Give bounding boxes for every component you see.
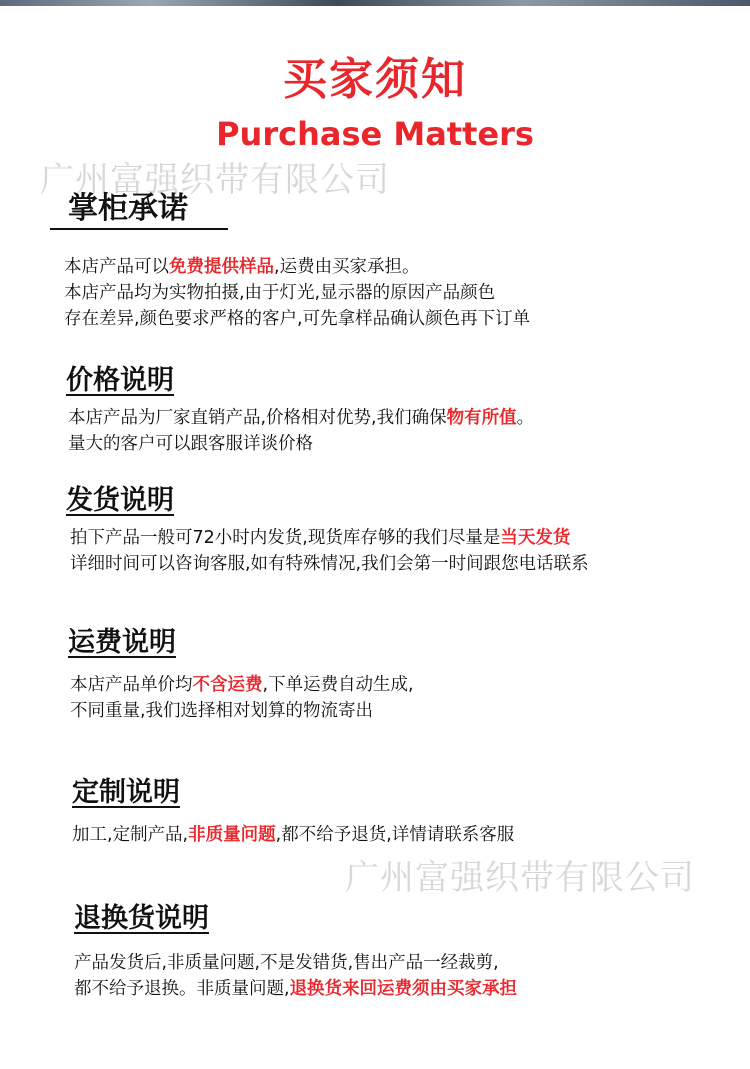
body-line: 存在差异,颜色要求严格的客户,可先拿样品确认颜色再下订单 [64, 309, 531, 329]
section-heading-freight: 运费说明 [68, 627, 176, 658]
body-line: 拍下产品一般可72小时内发货,现货库存够的我们尽量是当天发货 [70, 528, 571, 548]
section-heading-custom: 定制说明 [72, 777, 180, 808]
section-body-shipping [70, 525, 589, 577]
watermark-bottom: 广州富强织带有限公司 [345, 858, 695, 898]
body-line: 本店产品均为实物拍摄,由于灯光,显示器的原因产品颜色 [64, 283, 496, 303]
body-line: 不同重量,我们选择相对划算的物流寄出 [70, 701, 374, 721]
section-body-returns [74, 950, 517, 1002]
heading-underline [50, 228, 228, 230]
watermark-top: 广州富强织带有限公司 [40, 160, 390, 200]
body-line: 本店产品单价均不含运费,下单运费自动生成, [70, 675, 414, 695]
body-line: 加工,定制产品,非质量问题,都不给予退货,详情请联系客服 [72, 825, 515, 845]
page-title: 买家须知 [283, 54, 467, 105]
section-heading-shipping: 发货说明 [66, 485, 174, 516]
body-line: 产品发货后,非质量问题,不是发错货,售出产品一经裁剪, [74, 953, 499, 973]
body-line: 详细时间可以咨询客服,如有特殊情况,我们会第一时间跟您电话联系 [70, 554, 589, 574]
highlight-text: 非质量问题 [188, 825, 276, 845]
highlight-text: 免费提供样品 [169, 257, 274, 277]
body-line: 量大的客户可以跟客服详谈价格 [68, 434, 313, 454]
section-body-shop-promise [64, 254, 530, 332]
section-body-price [68, 405, 534, 457]
highlight-text: 当天发货 [500, 528, 571, 548]
section-body-custom [72, 822, 514, 848]
highlight-text: 物有所值 [446, 408, 517, 428]
body-line: 都不给予退换。非质量问题,退换货来回运费须由买家承担 [74, 979, 518, 999]
section-heading-returns: 退换货说明 [74, 903, 209, 934]
highlight-text: 退换货来回运费须由买家承担 [289, 979, 518, 999]
body-line: 本店产品为厂家直销产品,价格相对优势,我们确保物有所值。 [68, 408, 535, 428]
top-banner-strip [0, 0, 750, 6]
highlight-text: 不含运费 [192, 675, 263, 695]
section-heading-shop-promise: 掌柜承诺 [68, 191, 188, 226]
section-body-freight [70, 672, 414, 724]
body-line: 本店产品可以免费提供样品,运费由买家承担。 [64, 257, 420, 277]
section-heading-price: 价格说明 [66, 365, 174, 396]
page-subtitle: Purchase Matters [216, 115, 534, 153]
